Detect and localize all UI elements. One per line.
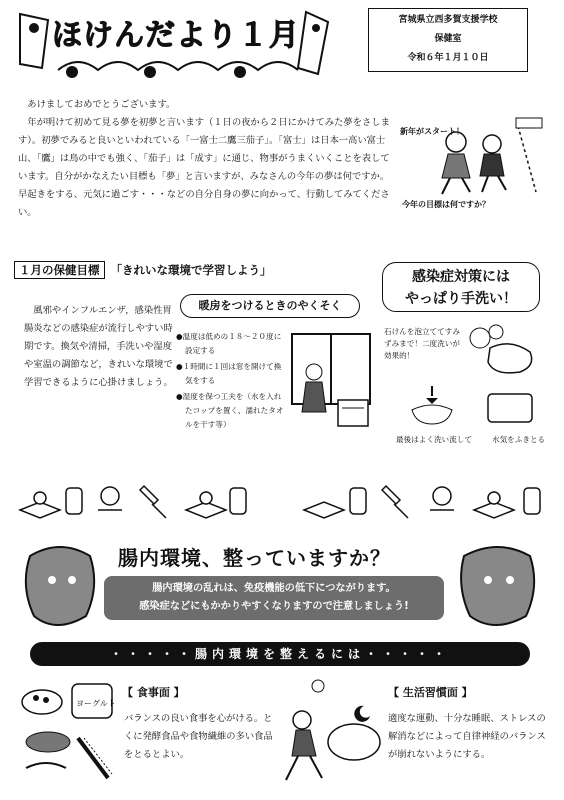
handwash-caption: 石けんを泡立ててすみずみまで！二度洗いが効果的！ — [384, 327, 460, 360]
rinse-caption: 最後はよく洗い流して — [396, 435, 472, 444]
heating-rule: ●１時間に１回は窓を開けて換気をする — [176, 362, 282, 385]
goal-body — [24, 302, 174, 392]
yogurt-label: ヨーグルト — [76, 699, 116, 708]
gut-warning-line1: 腸内環境の乱れは、免疫機能の低下につながります。 — [152, 583, 396, 594]
lifestyle-illustration — [272, 676, 384, 792]
lifestyle-heading: 【 生活習慣面 】 — [388, 686, 473, 699]
gut-warning-line2: 感染症などにもかかりやすくなりますので注意しましょう! — [139, 601, 409, 612]
new-year-illustration — [398, 96, 548, 231]
issue-date: 令和６年１月１０日 — [407, 53, 489, 63]
infection-control-title — [382, 262, 540, 312]
decorative-icon-row — [14, 480, 550, 522]
soap-hands-icon — [460, 318, 550, 378]
heating-rules-title: 暖房をつけるときのやくそく — [180, 294, 360, 318]
goal-label: １月の保健目標 — [14, 261, 105, 279]
fermented-food-illustration — [18, 678, 120, 790]
intro-text — [18, 96, 398, 222]
gut-section-title: 腸内環境、整っていますか？ — [118, 546, 391, 570]
intro-greeting: あけましておめでとうございます。 — [27, 99, 176, 110]
dry-caption: 水気をふきとる — [492, 435, 546, 444]
infection-title-line1: 感染症対策には — [412, 269, 510, 285]
heating-rules-list — [176, 330, 286, 434]
goal-text: 「きれいな環境で学習しよう」 — [110, 263, 272, 277]
intestine-character-right — [448, 536, 548, 632]
rinse-and-dry-icon — [392, 384, 542, 426]
new-year-caption: 新年がスタート！ — [400, 127, 464, 136]
school-name: 宮城県立西多賀支援学校 — [398, 15, 498, 25]
runners-illustration — [398, 96, 548, 231]
heating-rule: ●温度は低めの１８〜２０度に設定する — [176, 332, 282, 355]
intro-paragraph: 年が明けて初めて見る夢を初夢と言います（１日の夜から２日にかけてみた夢をさします）。初夢でみると良いといわれている「一富士二鷹三茄子」。「富士」は日本一高い富士山、「鷹」は鳥の中でも強く、「茄子」は「成す」に通じ、物事がうまくいくことを表しています。自分がかなえたい目標も「夢」と言いますが、みなさんの今年の夢は何ですか。早起きをする、元気に過ごす・・・などの自分自身の夢に向かって、行動してみてください。 — [18, 117, 390, 218]
infection-title-line2: やっぱり手洗い！ — [405, 291, 517, 307]
goal-question-caption: 今年の目標は何ですか？ — [402, 200, 490, 209]
heating-rule: ●湿度を保つ工夫を（水を入れたコップを置く、濡れたタオルを干す等） — [176, 392, 284, 429]
food-heading: 【 食事面 】 — [122, 686, 185, 699]
gut-tips-banner-text: ・・・・・腸内環境を整えるには・・・・・ — [109, 647, 450, 661]
monthly-health-goal — [14, 262, 272, 278]
window-ventilation-illustration — [288, 330, 374, 430]
goal-paragraph: 風邪やインフルエンザ，感染性胃腸炎などの感染症が流行しやすい時期です。換気や清掃，手洗いや湿度や室温の調節など，きれいな環境で学習できるように心掛けましょう。 — [24, 305, 173, 388]
gut-warning-box — [104, 576, 444, 620]
page-title: ほけんだより１月 — [52, 18, 300, 53]
lifestyle-advice: 適度な運動、十分な睡眠、ストレスの解消などによって自律神経のバランスが崩れないようにする。 — [388, 713, 546, 760]
intestine-character-left — [16, 536, 106, 632]
food-advice: バランスの良い食事を心がける。とくに発酵食品や食物繊維の多い食品をとるとよい。 — [124, 713, 273, 760]
school-info-box — [368, 8, 528, 72]
office-name: 保健室 — [434, 34, 462, 44]
